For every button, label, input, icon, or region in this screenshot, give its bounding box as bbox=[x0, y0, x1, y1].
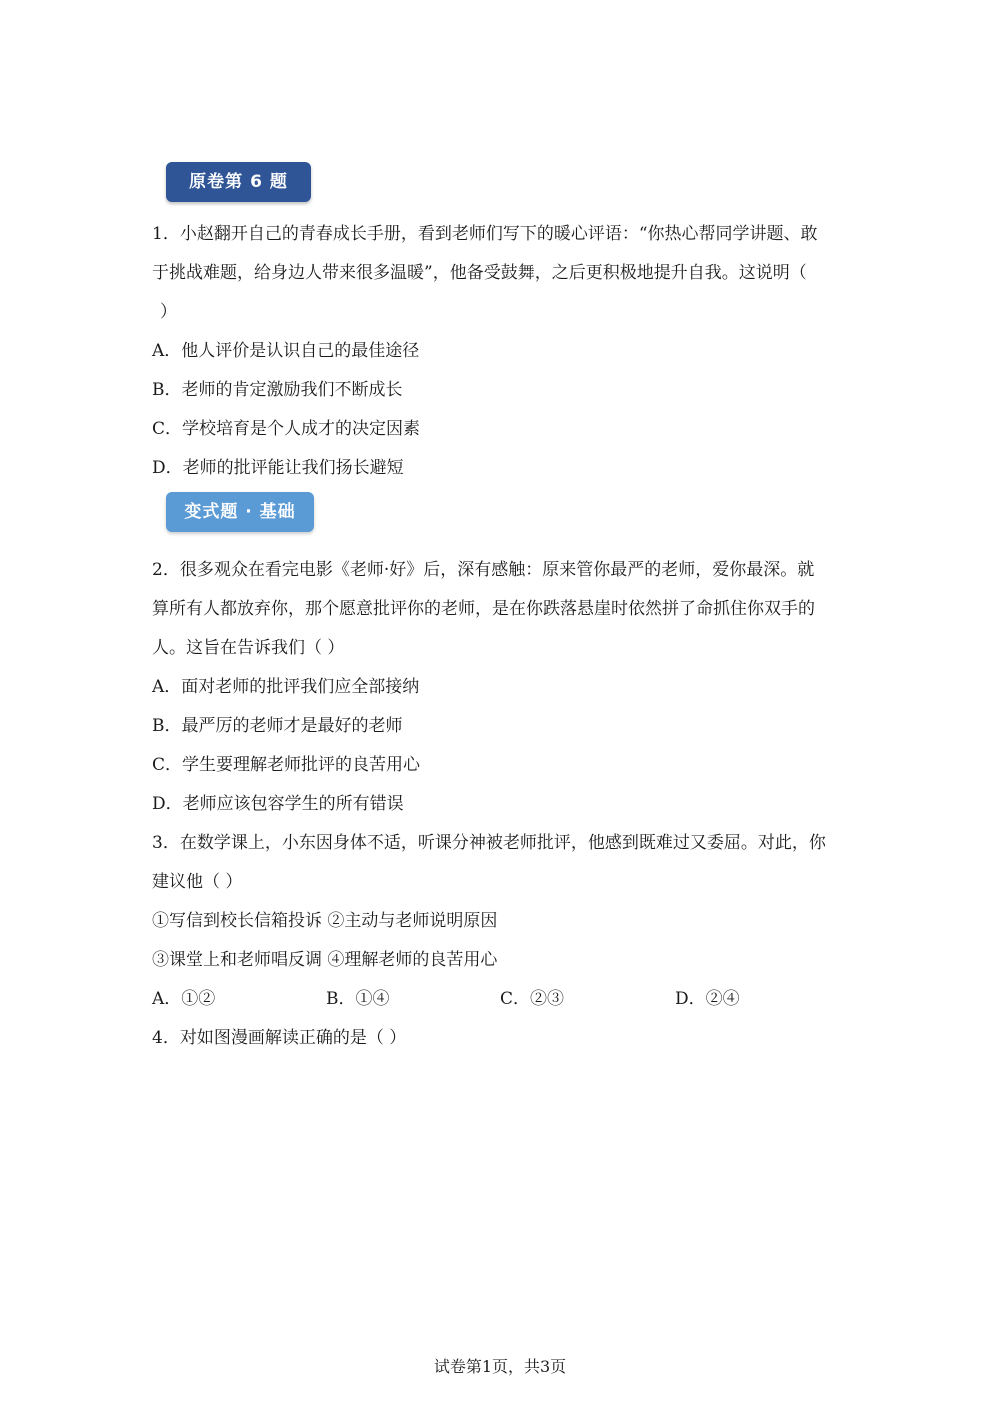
question-3-statements: ③课堂上和老师唱反调 ④理解老师的良苦用心 bbox=[152, 950, 498, 970]
question-3-option-a: A．①② bbox=[152, 989, 216, 1009]
question-2-option-a: A．面对老师的批评我们应全部接纳 bbox=[152, 677, 420, 697]
question-2-option-c: C．学生要理解老师批评的良苦用心 bbox=[152, 755, 421, 775]
question-1-option-c: C．学校培育是个人成才的决定因素 bbox=[152, 419, 421, 439]
question-1-line: 于挑战难题，给身边人带来很多温暖”，他备受鼓舞，之后更积极地提升自我。这说明（ bbox=[152, 263, 807, 283]
variant-basic-badge: 变式题 · 基础 bbox=[166, 492, 314, 532]
question-3-option-b: B．①④ bbox=[326, 989, 390, 1009]
question-2-line: 算所有人都放弃你，那个愿意批评你的老师，是在你跌落悬崖时依然拼了命抓住你双手的 bbox=[152, 599, 815, 619]
question-3-line: 3．在数学课上，小东因身体不适，听课分神被老师批评，他感到既难过又委屈。对此，你 bbox=[152, 833, 826, 853]
question-1-option-a: A．他人评价是认识自己的最佳途径 bbox=[152, 341, 420, 361]
question-3-option-d: D．②④ bbox=[675, 989, 740, 1009]
question-3-statements: ①写信到校长信箱投诉 ②主动与老师说明原因 bbox=[152, 911, 498, 931]
question-1-option-d: D．老师的批评能让我们扬长避短 bbox=[152, 458, 404, 478]
question-2-option-b: B．最严厉的老师才是最好的老师 bbox=[152, 716, 403, 736]
question-3-line: 建议他（ ） bbox=[152, 872, 243, 892]
question-1-line: ） bbox=[160, 302, 177, 322]
question-4-line: 4．对如图漫画解读正确的是（ ） bbox=[152, 1028, 407, 1048]
page-footer: 试卷第1页，共3页 bbox=[433, 1357, 567, 1376]
question-2-line: 2．很多观众在看完电影《老师·好》后，深有感触：原来管你最严的老师，爱你最深。就 bbox=[152, 560, 815, 580]
question-1-line: 1．小赵翻开自己的青春成长手册，看到老师们写下的暖心评语：“你热心帮同学讲题、敢 bbox=[152, 224, 818, 244]
question-1-option-b: B．老师的肯定激励我们不断成长 bbox=[152, 380, 403, 400]
question-2-line: 人。这旨在告诉我们（ ） bbox=[152, 638, 345, 658]
original-question-badge: 原卷第 6 题 bbox=[166, 162, 311, 202]
question-2-option-d: D．老师应该包容学生的所有错误 bbox=[152, 794, 404, 814]
question-3-option-c: C．②③ bbox=[500, 989, 565, 1009]
